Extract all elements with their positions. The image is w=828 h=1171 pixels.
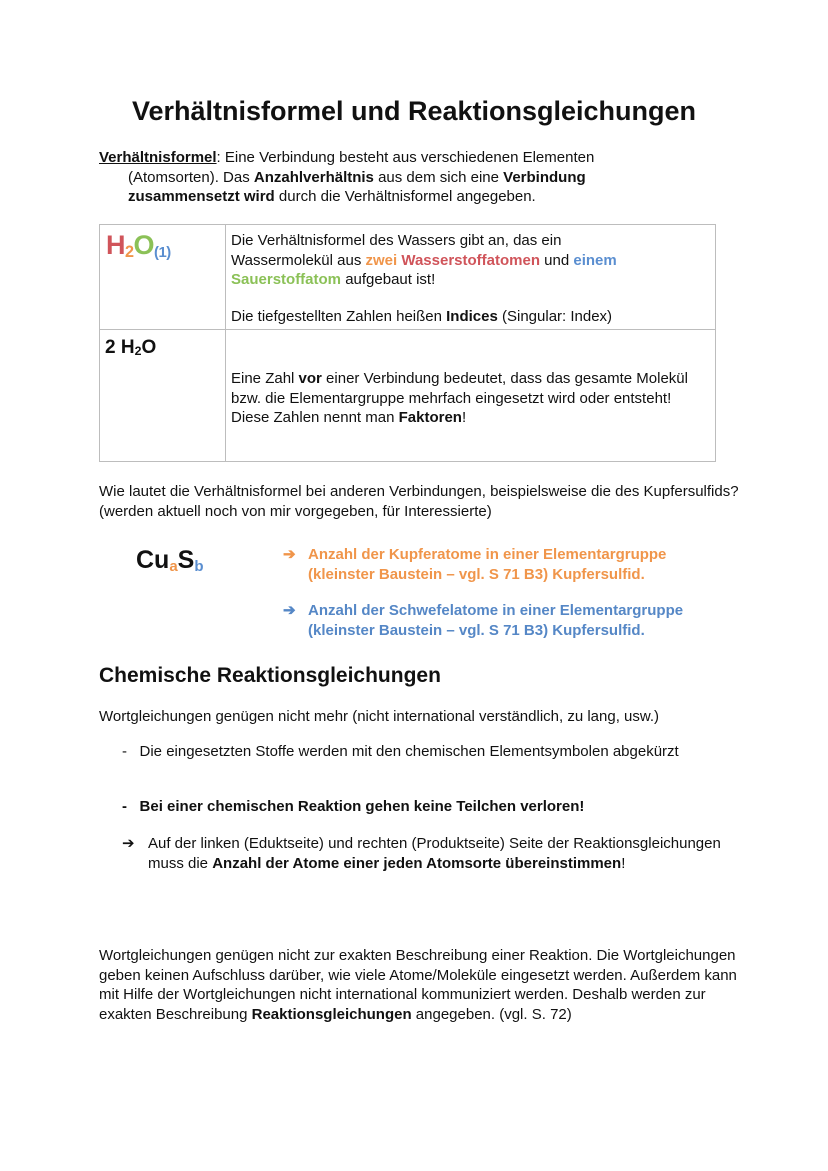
word-equation-note: Wortgleichungen genügen nicht mehr (nicht international verständlich, zu lang, usw.) [99, 708, 660, 725]
copper-sulfide-formula: $Cu_aS_b$ [136, 546, 204, 575]
list-item: - Bei einer chemischen Reaktion gehen keine Teilchen verloren! [122, 798, 585, 815]
table-column-divider [225, 224, 226, 462]
section-heading: Chemische Reaktionsgleichungen [99, 664, 441, 687]
water-formula: $H_2O_{(1)}$ [106, 230, 171, 261]
arrow-right-icon: ➔ [122, 835, 135, 852]
copper-count-note: ➔ Anzahl der Kupferatome in einer Elementargruppe (kleinster Baustein – vgl. S 71 B3) Kupfersulfid. [283, 546, 667, 583]
definition-paragraph: Verhältnisformel: Eine Verbindung besteht aus verschiedenen Elementen (Atomsorten). Das Anzahlverhältnis aus dem sich eine Verbindung zusammensetzt wird durch die Verhältnisformel angegeben. [99, 149, 595, 205]
question-paragraph: Wie lautet die Verhältnisformel bei anderen Verbindungen, beispielsweise die des Kupfersulfids? (werden aktuell noch von mir vorgegeben, für Interessierte) [99, 483, 739, 520]
table-row-divider [99, 329, 716, 330]
water-formula-explanation: Die Verhältnisformel des Wassers gibt an, das ein Wassermolekül aus zwei Wasserstoffatomen und einem Sauerstoffatom aufgebaut ist! Die tiefgestellten Zahlen heißen Indices (Singular: Index) [231, 232, 617, 325]
list-item-conclusion: ➔ Auf der linken (Eduktseite) und rechten (Produktseite) Seite der Reaktionsgleichungen muss die Anzahl der Atome einer jeden Atomsorte übereinstimmen! [122, 835, 721, 872]
definition-term: Verhältnisformel [99, 149, 217, 166]
sulfur-count-note: ➔ Anzahl der Schwefelatome in einer Elementargruppe (kleinster Baustein – vgl. S 71 B3) Kupfersulfid. [283, 602, 684, 639]
two-water-formula: 2 $H_2O$ [105, 337, 157, 358]
page-title: Verhältnisformel und Reaktionsgleichungen [131, 96, 697, 126]
list-item: - Die eingesetzten Stoffe werden mit den chemischen Elementsymbolen abgekürzt [122, 743, 679, 760]
arrow-right-icon: ➔ [283, 602, 296, 619]
factor-explanation: Eine Zahl vor einer Verbindung bedeutet, dass das gesamte Molekül bzw. die Elementargruppe mehrfach eingesetzt wird oder entsteht! Diese Zahlen nennt man Faktoren! [231, 370, 688, 426]
arrow-right-icon: ➔ [283, 546, 296, 563]
closing-paragraph: Wortgleichungen genügen nicht zur exakten Beschreibung einer Reaktion. Die Wortgleichungen geben keinen Aufschluss darüber, wie viele Atome/Moleküle eingesetzt werden. Außerdem kann mit Hilfe der Wortgleichungen nicht international kommuniziert werden. Deshalb werden zur exakten Beschreibung Reaktionsgleichungen angegeben. (vgl. S. 72) [99, 947, 737, 1023]
